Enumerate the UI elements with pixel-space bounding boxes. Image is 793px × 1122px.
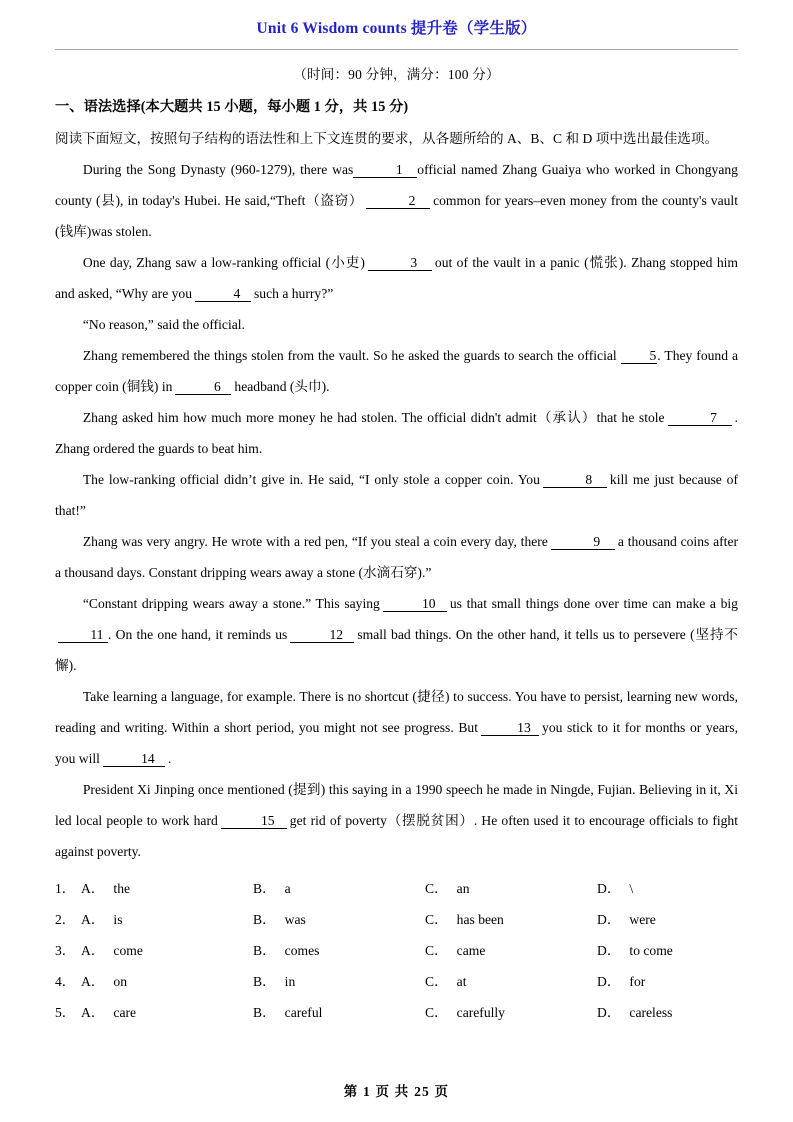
option-letter: C． [425,880,448,896]
option-text: was [284,911,306,927]
blank-1: 1 [353,163,417,179]
option-letter: B． [253,942,276,958]
blank-15: 15 [221,814,287,830]
option-letter: B． [253,880,276,896]
option-text: for [629,973,646,989]
blank-12: 12 [290,628,354,644]
option-a[interactable] [81,904,253,935]
section-instruction: 阅读下面短文，按照句子结构的语法性和上下文连贯的要求，从各题所给的 A、B、C 和 D 项中选出最佳选项。 [55,130,719,146]
option-d[interactable] [597,966,769,997]
passage-text: Zhang was very angry. He wrote with a red pen, “If you steal a coin every day, there [82,533,548,549]
passage-paragraph-4 [55,340,738,402]
option-letter: D． [597,973,621,989]
option-text: an [456,880,470,896]
option-letter: B． [253,1004,276,1020]
question-row-3 [55,935,738,966]
blank-11: 11 [58,628,108,644]
passage-text: such a hurry?” [254,285,334,301]
question-number: 1． [55,880,76,896]
option-letter: D． [597,1004,621,1020]
passage-text: . They found a copper coin (铜钱) in [55,347,738,394]
option-letter: C． [425,911,448,927]
blank-13: 13 [481,721,539,737]
question-number: 5． [55,1004,76,1020]
passage-text: President Xi Jinping once mentioned (提到) this saying in a 1990 speech he made in Ningde, Fujian. Believing in it, Xi led local people to work hard [55,781,738,828]
page-footer: 第 1 页 共 25 页 [343,1084,450,1099]
option-letter: A． [81,880,105,896]
option-letter: C． [425,942,448,958]
passage-text: Take learning a language, for example. There is no shortcut (捷径) to success. You have to persist, learning new words, reading and writing. Within a short period, you might not see progress. But [55,688,738,735]
passage-paragraph-3: “No reason,” said the official. [82,316,245,332]
question-row-4 [55,966,738,997]
blank-3: 3 [368,256,432,272]
passage-paragraph-6 [55,464,738,526]
option-letter: A． [81,973,105,989]
blank-5: 5 [621,349,658,365]
option-letter: C． [425,1004,448,1020]
question-number: 3． [55,942,76,958]
option-c[interactable] [425,904,597,935]
option-c[interactable] [425,873,597,904]
question-row-2 [55,904,738,935]
passage-text: out of the vault in a panic (慌张). Zhang stopped him and asked, “Why are you [55,254,738,301]
option-text: were [629,911,656,927]
passage-paragraph-8 [55,588,738,681]
passage-text: . On the one hand, it reminds us [108,626,288,642]
option-letter: B． [253,911,276,927]
passage-paragraph-2 [55,247,738,309]
passage-text: During the Song Dynasty (960-1279), there was [82,161,354,177]
option-a[interactable] [81,873,253,904]
option-text: has been [456,911,504,927]
blank-9: 9 [551,535,615,551]
option-letter: D． [597,880,621,896]
passage-text: . [167,750,172,766]
passage-text: get rid of poverty（摆脱贫困）. He often used it to encourage officials to fight against poverty. [55,812,739,859]
option-text: to come [629,942,673,958]
passage-text: The low-ranking official didn’t give in. He said, “I only stole a copper coin. You [82,471,540,487]
passage-paragraph-10 [55,774,738,867]
option-c[interactable] [425,966,597,997]
option-text: come [113,942,143,958]
option-d[interactable] [597,935,769,966]
option-d[interactable] [597,997,769,1028]
option-c[interactable] [425,935,597,966]
passage-text: us that small things done over time can make a big [449,595,738,611]
option-letter: A． [81,911,105,927]
option-text: comes [284,942,320,958]
option-c[interactable] [425,997,597,1028]
question-number: 2． [55,911,76,927]
blank-14: 14 [103,752,165,768]
option-text: in [284,973,296,989]
option-a[interactable] [81,966,253,997]
passage-text: kill me just because of that!” [55,471,739,518]
blank-8: 8 [543,473,607,489]
option-text: \ [629,880,634,896]
passage-text: common for years–even money from the county's vault (钱库)was stolen. [55,192,738,239]
passage-text: official named Zhang Guaiya who worked in Chongyang county (县), in today's Hubei. He said,“Theft（盗窃） [55,161,738,208]
passage-paragraph-9 [55,681,738,774]
option-text: a [284,880,291,896]
passage-text: you stick to it for months or years, you will [55,719,738,766]
option-text: care [113,1004,137,1020]
section-heading: 一、语法选择(本大题共 15 小题，每小题 1 分，共 15 分) [55,98,409,115]
passage-paragraph-5 [55,402,738,464]
blank-6: 6 [175,380,231,396]
option-text: at [456,973,467,989]
option-text: came [456,942,486,958]
question-row-1 [55,873,738,904]
header-divider [55,49,738,50]
option-a[interactable] [81,935,253,966]
question-number: 4． [55,973,76,989]
passage-content [55,123,738,867]
passage-text: a thousand coins after a thousand days. Constant dripping wears away a stone (水滴石穿).” [55,533,739,580]
option-letter: B． [253,973,276,989]
option-d[interactable] [597,904,769,935]
option-b[interactable] [253,966,425,997]
page-title: Unit 6 Wisdom counts 提升卷（学生版） [256,20,537,37]
option-text: the [113,880,131,896]
blank-10: 10 [383,597,447,613]
option-b[interactable] [253,904,425,935]
blank-4: 4 [195,287,251,303]
blank-7: 7 [668,411,732,427]
option-b[interactable] [253,873,425,904]
passage-text: headband (头巾). [234,378,330,394]
question-row-5 [55,997,738,1028]
option-text: on [113,973,128,989]
question-options-list [55,873,738,1028]
option-text: careless [629,1004,673,1020]
option-b[interactable] [253,935,425,966]
passage-text: . Zhang ordered the guards to beat him. [55,409,738,456]
passage-text: “Constant dripping wears away a stone.” This saying [82,595,380,611]
passage-paragraph-7 [55,526,738,588]
passage-paragraph-1 [55,154,738,247]
passage-text: Zhang remembered the things stolen from the vault. So he asked the guards to search the official [82,347,617,363]
option-letter: D． [597,911,621,927]
option-letter: D． [597,942,621,958]
passage-text: Zhang asked him how much more money he had stolen. The official didn't admit（承认）that he stole [82,409,665,425]
passage-text: One day, Zhang saw a low-ranking official (小吏) [82,254,365,270]
option-b[interactable] [253,997,425,1028]
option-a[interactable] [81,997,253,1028]
option-text: careful [284,1004,323,1020]
exam-meta: （时间：90 分钟，满分：100 分） [293,66,500,82]
option-d[interactable] [597,873,769,904]
option-letter: A． [81,1004,105,1020]
option-letter: A． [81,942,105,958]
blank-2: 2 [366,194,430,210]
passage-text: small bad things. On the other hand, it tells us to persevere (坚持不懈). [55,626,739,673]
option-text: is [113,911,123,927]
option-letter: C． [425,973,448,989]
option-text: carefully [456,1004,505,1020]
